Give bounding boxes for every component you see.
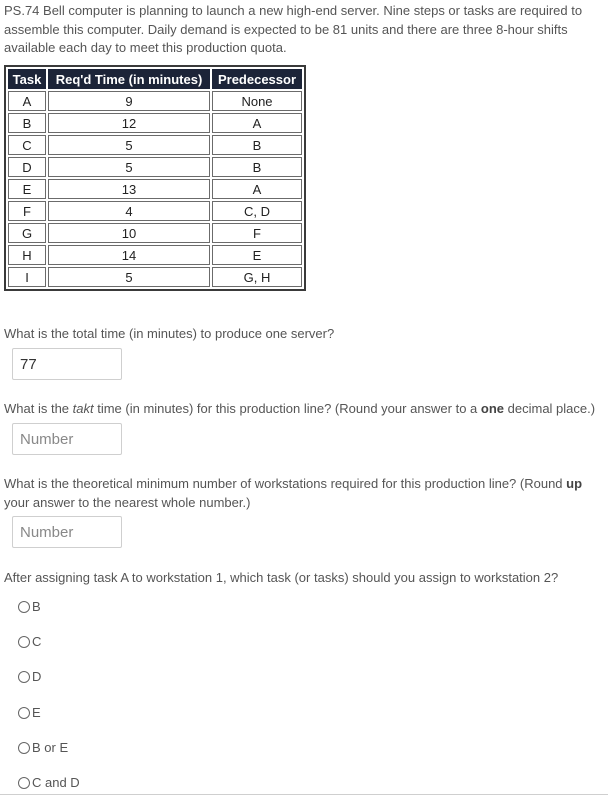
table-header-row <box>8 69 302 89</box>
option-b-or-e[interactable] <box>18 740 68 755</box>
total-time-input[interactable] <box>12 348 122 380</box>
predecessor-cell: B <box>212 157 302 177</box>
table-row <box>8 179 302 199</box>
predecessor-cell: None <box>212 91 302 111</box>
question-takt-time <box>4 399 604 418</box>
predecessor-cell: F <box>212 223 302 243</box>
task-cell: G <box>8 223 46 243</box>
time-cell: 5 <box>48 157 210 177</box>
divider <box>0 794 608 795</box>
table-row <box>8 135 302 155</box>
time-cell: 14 <box>48 245 210 265</box>
q2-text-pre: What is the <box>4 401 73 416</box>
time-cell: 13 <box>48 179 210 199</box>
task-table <box>4 65 306 291</box>
q2-text-em: takt <box>72 401 94 416</box>
predecessor-cell: C, D <box>212 201 302 221</box>
table-row <box>8 223 302 243</box>
predecessor-cell: B <box>212 135 302 155</box>
time-cell: 9 <box>48 91 210 111</box>
option-c-and-d[interactable] <box>18 775 80 790</box>
q2-text-post: decimal place.) <box>504 401 596 416</box>
radio-circle-icon[interactable] <box>18 777 30 789</box>
option-c[interactable] <box>18 634 41 649</box>
question-total-time: What is the total time (in minutes) to produce one server? <box>4 326 335 341</box>
radio-circle-icon[interactable] <box>18 671 30 683</box>
radio-circle-icon[interactable] <box>18 707 30 719</box>
option-b[interactable] <box>18 599 41 614</box>
q3-text-bold: up <box>566 476 583 491</box>
option-e[interactable] <box>18 705 41 720</box>
time-cell: 5 <box>48 267 210 287</box>
option-label: C and D <box>32 775 80 790</box>
predecessor-cell: A <box>212 179 302 199</box>
task-cell: B <box>8 113 46 133</box>
time-cell: 12 <box>48 113 210 133</box>
task-cell: I <box>8 267 46 287</box>
predecessor-cell: A <box>212 113 302 133</box>
time-cell: 10 <box>48 223 210 243</box>
option-d[interactable] <box>18 669 41 684</box>
task-cell: A <box>8 91 46 111</box>
q3-text-post: your answer to the nearest whole number.) <box>4 495 251 510</box>
header-time: Req'd Time (in minutes) <box>48 69 210 89</box>
task-cell: F <box>8 201 46 221</box>
q2-text-bold: one <box>480 401 505 416</box>
option-label: B <box>32 599 41 614</box>
table-row <box>8 157 302 177</box>
question-workstation-2: After assigning task A to workstation 1, which task (or tasks) should you assign to workstation 2? <box>4 570 559 585</box>
table-row <box>8 201 302 221</box>
option-label: E <box>32 705 41 720</box>
option-label: B or E <box>32 740 69 755</box>
option-label: D <box>32 669 42 684</box>
task-cell: C <box>8 135 46 155</box>
predecessor-cell: E <box>212 245 302 265</box>
takt-time-input[interactable] <box>12 423 122 455</box>
radio-circle-icon[interactable] <box>18 636 30 648</box>
table-row <box>8 113 302 133</box>
problem-intro: PS.74 Bell computer is planning to launch a new high-end server. Nine steps or tasks are required to assemble this computer. Daily demand is expected to be 81 units and there are three 8-hour shifts available each day to meet this production quota. <box>4 3 583 55</box>
option-label: C <box>32 634 42 649</box>
header-task: Task <box>8 69 46 89</box>
radio-circle-icon[interactable] <box>18 601 30 613</box>
q3-text-pre: What is the theoretical minimum number of workstations required for this production line? (Round <box>4 476 567 491</box>
radio-circle-icon[interactable] <box>18 742 30 754</box>
header-predecessor: Predecessor <box>212 69 302 89</box>
time-cell: 4 <box>48 201 210 221</box>
predecessor-cell: G, H <box>212 267 302 287</box>
table-row <box>8 91 302 111</box>
question-min-workstations <box>4 474 600 512</box>
table-row <box>8 245 302 265</box>
time-cell: 5 <box>48 135 210 155</box>
task-cell: D <box>8 157 46 177</box>
task-cell: H <box>8 245 46 265</box>
q2-text-mid: time (in minutes) for this production line? (Round your answer to a <box>93 401 481 416</box>
min-workstations-input[interactable] <box>12 516 122 548</box>
table-row <box>8 267 302 287</box>
task-cell: E <box>8 179 46 199</box>
